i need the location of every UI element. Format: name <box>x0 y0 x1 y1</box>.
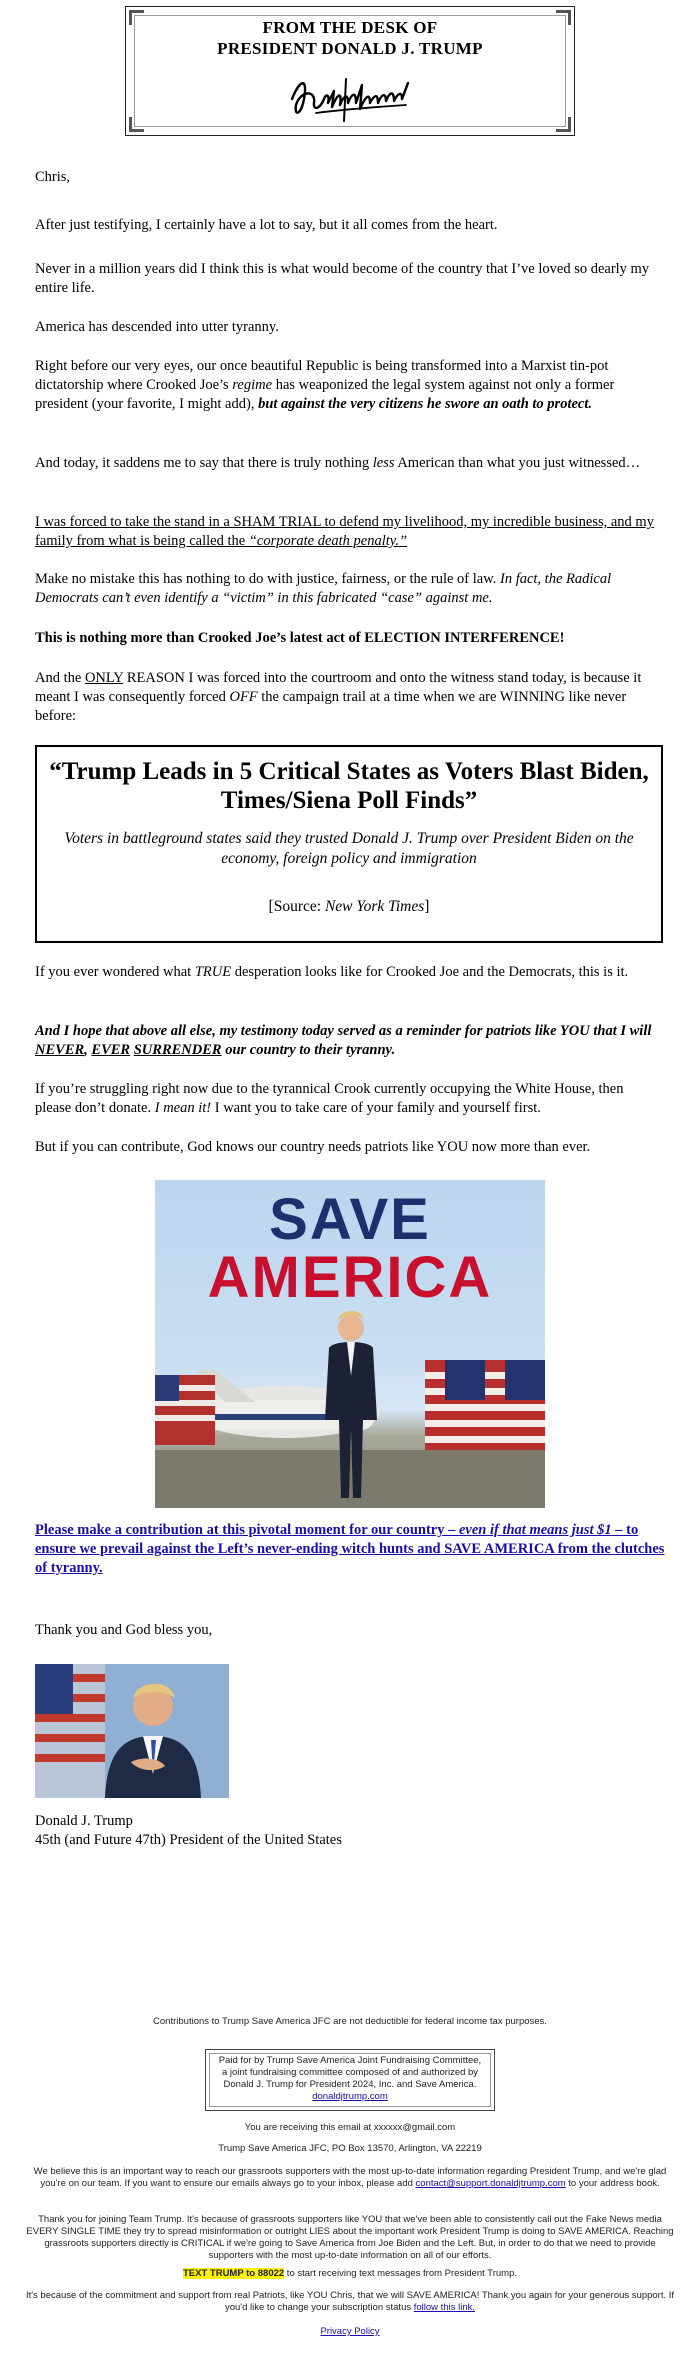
save-america-banner-image[interactable] <box>155 1180 545 1508</box>
text-underlined: ONLY <box>84 670 124 686</box>
letterhead-title: FROM THE DESK OF PRESIDENT DONALD J. TRUMP <box>217 18 483 58</box>
mailing-address: Trump Save America JFC, PO Box 13570, Arlington, VA 22219 <box>218 2143 482 2154</box>
paragraph-underlined <box>35 513 660 551</box>
quote-source <box>37 898 661 916</box>
text-italic: TRUE <box>194 964 232 980</box>
link-text: Please make a contribution at this pivotal moment for our country – <box>35 1522 459 1538</box>
closing: Thank you and God bless you, <box>35 1622 213 1638</box>
banner-line-2: AMERICA <box>207 1245 493 1310</box>
text: We believe this is an important way to reach our grassroots supporters with the most up-to-date information regarding President Trump, and we're glad you're on our team. If you want to ensure our emails always go to your inbox, please add <box>33 2166 667 2189</box>
contact-email-link[interactable]: contact@support.donaldjtrump.com <box>415 2178 566 2189</box>
text-keyword-highlight: TEXT TRUMP to 88022 <box>182 2268 285 2279</box>
text: the campaign trail at a time when we are WINNING like never before: <box>35 689 627 724</box>
text-italic: regime <box>232 377 273 393</box>
commitment-notice <box>25 2290 675 2314</box>
text: to start receiving text messages from President Trump. <box>284 2268 518 2279</box>
text-underlined: SURRENDER <box>133 1042 222 1058</box>
corner-ornament <box>129 117 144 132</box>
text: If you’re struggling right now due to the tyrannical Crook currently occupying the White House, then please don’t donate. <box>35 1081 624 1116</box>
text: And today, it saddens me to say that there is truly nothing <box>35 455 373 471</box>
thank-you-notice: Thank you for joining Team Trump. It's because of grassroots supporters like YOU that we've been able to consistently call out the Fake News media EVERY SINGLE TIME they try to spread misinformation or outright LIES about the important work President Trump is doing to SAVE AMERICA. Reaching grassroots supporters directly is CRITICAL if we're going to Save America from Joe Biden and the Left. But, in order to do that we need to provide supporters with the most up-to-date information on all of our efforts. <box>26 2214 674 2261</box>
text: ] <box>424 898 430 915</box>
paragraph <box>35 669 660 726</box>
text: has weaponized the legal system against not only a former president (your favorite, I might add), <box>35 377 615 412</box>
receiving-notice: You are receiving this email at xxxxxx@gmail.com <box>244 2122 456 2133</box>
paragraph <box>35 357 660 414</box>
text: our country to their tyranny. <box>221 1042 396 1058</box>
text: to your address book. <box>565 2178 660 2189</box>
text: desperation looks like for Crooked Joe and the Democrats, this is it. <box>231 964 629 980</box>
letterhead <box>125 6 575 136</box>
text: And the <box>35 670 85 686</box>
unsubscribe-link[interactable]: follow this link. <box>413 2302 475 2313</box>
paragraph <box>35 454 660 473</box>
text: I want you to take care of your family and yourself first. <box>211 1100 541 1116</box>
paragraph: After just testifying, I certainly have a lot to say, but it all comes from the heart. <box>35 217 498 233</box>
text: I was forced to take the stand in a SHAM TRIAL to defend my livelihood, my incredible business, and my family from what is being called the <box>35 514 654 549</box>
text-message-notice <box>25 2268 675 2280</box>
text: , <box>84 1042 92 1058</box>
text-underlined: EVER <box>91 1042 131 1058</box>
text: It's because of the commitment and support from real Patriots, like YOU Chris, that we will SAVE AMERICA! Thank you again for your generous support. If you'd like to change your subscription status <box>25 2290 675 2313</box>
news-quote-box <box>35 745 663 943</box>
banner-line-1: SAVE <box>269 1187 431 1252</box>
trump-photo[interactable] <box>35 1664 229 1798</box>
grassroots-notice <box>25 2166 675 2190</box>
paragraph: America has descended into utter tyranny. <box>35 319 279 335</box>
quote-subheadline: Voters in battleground states said they trusted Donald J. Trump over President Biden on the economy, foreign policy and immigration <box>64 830 634 867</box>
paragraph: Never in a million years did I think this is what would become of the country that I’ve loved so dearly my entire life. <box>35 261 650 296</box>
paragraph <box>35 570 660 608</box>
privacy-policy-link[interactable]: Privacy Policy <box>320 2326 380 2337</box>
signer-title: 45th (and Future 47th) President of the United States <box>35 1832 342 1848</box>
text: Right before our very eyes, our once beautiful Republic is being transformed into a Marxist tin-pot dictatorship where Crooked Joe’s <box>35 358 609 393</box>
corner-ornament <box>556 117 571 132</box>
link-text-italic: even if that means just $1 <box>458 1522 612 1538</box>
text: [Source: <box>268 898 325 915</box>
text: And I hope that above all else, my testimony today served as a reminder for patriots like YOU that I will <box>35 1023 652 1039</box>
paragraph-bold-italic <box>35 1022 660 1060</box>
signer-name: Donald J. Trump <box>35 1813 133 1829</box>
text: Make no mistake this has nothing to do with justice, fairness, or the rule of law. <box>35 571 500 587</box>
tax-disclaimer: Contributions to Trump Save America JFC are not deductible for federal income tax purposes. <box>153 2016 547 2027</box>
text-underlined: NEVER <box>35 1042 85 1058</box>
text-italic: In fact, the Radical Democrats can’t even identify a “victim” in this fabricated “case” against me. <box>35 571 612 606</box>
paid-for-link[interactable]: donaldjtrump.com <box>312 2091 388 2102</box>
text-italic: OFF <box>229 689 258 705</box>
quote-headline: “Trump Leads in 5 Critical States as Voters Blast Biden, Times/Siena Poll Finds” <box>49 758 649 814</box>
paragraph <box>35 1080 660 1118</box>
text-bold-italic: but against the very citizens he swore an oath to protect. <box>258 396 592 412</box>
greeting: Chris, <box>35 169 71 185</box>
donate-link[interactable] <box>35 1521 665 1578</box>
paragraph <box>35 963 660 982</box>
paid-for-text: Paid for by Trump Save America Joint Fundraising Committee, a joint fundraising committee composed of and authorized by Donald J. Trump for President 2024, Inc. and Save America. <box>218 2055 482 2090</box>
source-name: New York Times <box>324 898 425 915</box>
link-text: – to ensure we prevail against the Left’s never-ending witch hunts and SAVE AMERICA from the clutches of tyranny. <box>35 1522 665 1576</box>
privacy-policy-link-row <box>25 2326 675 2338</box>
signature-image <box>286 69 416 129</box>
text: If you ever wondered what <box>35 964 195 980</box>
paragraph-bold: This is nothing more than Crooked Joe’s latest act of ELECTION INTERFERENCE! <box>35 630 565 646</box>
text-italic: less <box>372 455 395 471</box>
text: REASON I was forced into the courtroom and onto the witness stand today, is because it meant I was consequently forced <box>35 670 642 705</box>
paragraph: But if you can contribute, God knows our country needs patriots like YOU now more than ever. <box>35 1139 591 1155</box>
text-italic: I mean it! <box>154 1100 212 1116</box>
text-italic: “corporate death penalty.” <box>248 533 408 549</box>
text: American than what you just witnessed… <box>394 455 641 471</box>
portrait-illustration <box>35 1664 229 1798</box>
rally-scene-illustration <box>155 1180 545 1508</box>
paid-for-box <box>205 2049 495 2111</box>
